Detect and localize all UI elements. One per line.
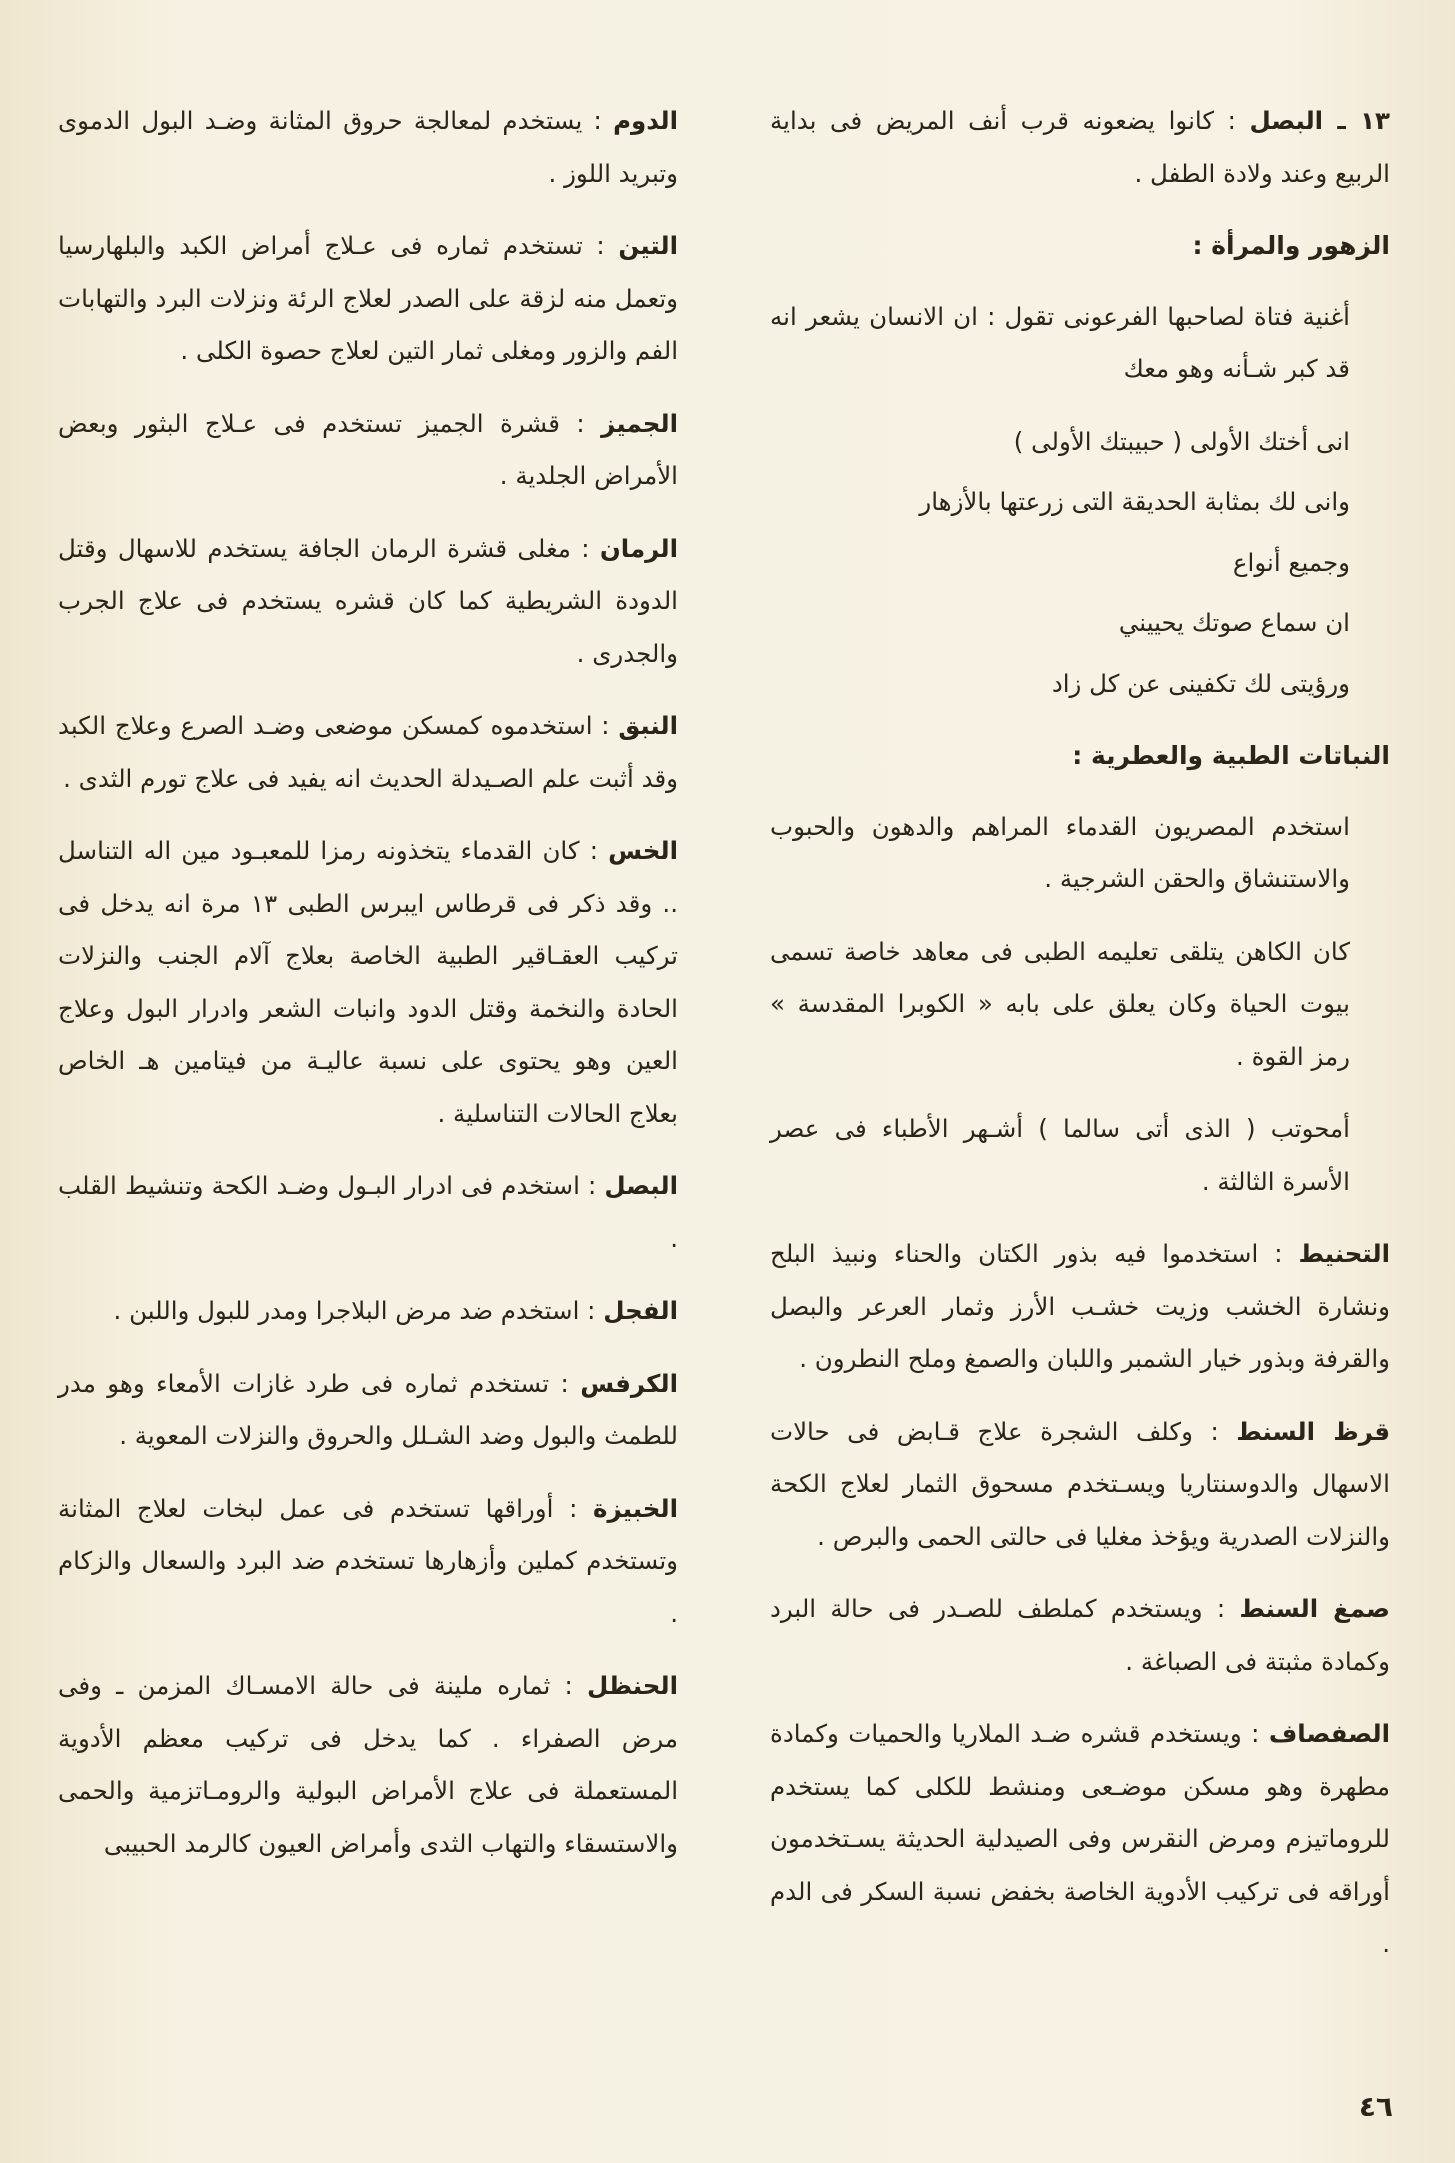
paragraph-pomegranate (58, 523, 678, 681)
page-number: ٤٦ (1358, 2090, 1393, 2123)
term-fig: التين (618, 231, 678, 260)
paragraph-nabk (58, 700, 678, 805)
text-acacia-gum: : ويستخدم كملطف للصـدر فى حالة البرد وكمادة مثبتة فى الصباغة . (770, 1594, 1390, 1676)
text-fig: : تستخدم ثماره فى عـلاج أمراض الكبد والبلهارسيا وتعمل منه لزقة على الصدر لعلاج الرئة ونزلات البرد والتهابات الفم والزور ومغلى ثمار التين لعلاج حصوة الكلى . (58, 231, 678, 365)
paragraph-fig (58, 220, 678, 378)
term-lettuce: الخس (608, 836, 678, 865)
heading-flowers-and-woman: الزهور والمرأة : (1192, 231, 1390, 260)
text-acacia-pods: : وكلف الشجرة علاج قـابض فى حالات الاسهال والدوسنتاريا ويسـتخدم مسحوق الثمار لعلاج الكحة والنزلات الصدرية ويؤخذ مغليا فى حالتى الحمى والبرص . (770, 1416, 1390, 1551)
right-column (770, 95, 1390, 1991)
song-verses (770, 416, 1390, 711)
paragraph-mallow (58, 1483, 678, 1641)
text-nabk: : استخدموه كمسكن موضعى وضـد الصرع وعلاج الكبد وقد أثبت علم الصـيدلة الحديث انه يفيد فى علاج تورم الثدى . (58, 711, 678, 793)
term-onion: البصل (604, 1171, 678, 1200)
text-embalming: : استخدموا فيه بذور الكتان والحناء ونبيذ البلح ونشارة الخشب وزيت خشـب الأرز وثمار العرعر والبصل والقرفة وبذور خيار الشمبر واللبان والصمغ وملح النطرون . (770, 1239, 1390, 1373)
verse-3: وجميع أنواع (1232, 547, 1350, 577)
paragraph-sycamore (58, 398, 678, 503)
term-onion-13: ١٣ ـ البصل (1249, 106, 1390, 135)
term-colocynth: الحنظل (587, 1671, 678, 1700)
term-sycamore: الجميز (601, 408, 678, 438)
term-acacia-pods: قرظ السنط (1236, 1416, 1390, 1446)
song-intro: أغنية فتاة لصاحبها الفرعونى تقول : ان الانسان يشعر انه قد كبر شـأنه وهو معك (770, 301, 1350, 383)
left-column (58, 95, 678, 1890)
verse-5: ورؤيتى لك تكفينى عن كل زاد (1051, 668, 1350, 698)
text-willow: : ويستخدم قشره ضـد الملاريا والحميات وكمادة مطهرة وهو مسكن موضـعى ومنشط للكلى كما يستخدم للروماتيزم ومرض النقرس وفى الصيدلية الحديثة يسـتخدمون أوراقه فى تركيب الأدوية الخاصة بخفض نسبة السكر فى الدم . (770, 1719, 1390, 1958)
text-lettuce: : كان القدماء يتخذونه رمزا للمعبـود مين اله التناسل .. وقد ذكر فى قرطاس ايبرس الطبى ١٣ مرة انه يدخل فى تركيب العقـاقير الطبية الخاصة بعلاج آلام الجنب والنزلات الحادة والنخمة وقتل الدود وانبات الشعر وادرار البول وعلاج العين وهو يحتوى على نسبة عاليـة من فيتامين هـ الخاص بعلاج الحالات التناسلية . (58, 836, 678, 1128)
text-sycamore: : قشرة الجميز تستخدم فى عـلاج البثور وبعض الأمراض الجلدية . (58, 408, 678, 490)
text-onion-13: : كانوا يضعونه قرب أنف المريض فى بداية الربيع وعند ولادة الطفل . (770, 106, 1390, 188)
verse-4: ان سماع صوتك يحييني (1118, 608, 1350, 637)
verse-1: انى أختك الأولى ( حبيبتك الأولى ) (1013, 426, 1350, 456)
paragraph-embalming (770, 1228, 1390, 1386)
text-pomegranate: : مغلى قشرة الرمان الجافة يستخدم للاسهال وقتل الدودة الشريطية كما كان قشره يستخدم فى علاج الجرب والجدرى . (58, 533, 678, 668)
text-celery: : تستخدم ثماره فى طرد غازات الأمعاء وهو مدر للطمث والبول وضد الشـلل والحروق والنزلات المعوية . (58, 1368, 678, 1450)
paragraph-priest-training: كان الكاهن يتلقى تعليمه الطبى فى معاهد خاصة تسمى بيوت الحياة وكان يعلق على بابه « الكوبرا المقدسة » رمز القوة . (770, 936, 1350, 1071)
term-acacia-gum: صمغ السنط (1239, 1594, 1390, 1623)
verse-2: وانى لك بمثابة الحديقة التى زرعتها بالأزهار (919, 487, 1350, 516)
term-doum: الدوم (613, 106, 678, 135)
paragraph-acacia-pods (770, 1406, 1390, 1564)
paragraph-egyptian-remedies: استخدم المصريون القدماء المراهم والدهون والحبوب والاستنشاق والحقن الشرجية . (770, 811, 1350, 893)
paragraph-radish (58, 1285, 678, 1338)
paragraph-acacia-gum (770, 1583, 1390, 1688)
heading-medicinal-plants: النباتات الطبية والعطرية : (1072, 741, 1390, 770)
paragraph-lettuce (58, 825, 678, 1140)
paragraph-colocynth (58, 1660, 678, 1870)
paragraph-doum (58, 95, 678, 200)
text-radish: : استخدم ضد مرض البلاجرا ومدر للبول واللبن . (113, 1296, 596, 1325)
term-mallow: الخبيزة (593, 1493, 678, 1523)
text-onion: : استخدم فى ادرار البـول وضـد الكحة وتنشيط القلب . (58, 1171, 678, 1253)
text-mallow: : أوراقها تستخدم فى عمل لبخات لعلاج المثانة وتستخدم كملين وأزهارها تستخدم ضد البرد والسعال والزكام . (58, 1493, 678, 1628)
paragraph-willow (770, 1708, 1390, 1971)
paragraph-onion (58, 1160, 678, 1265)
text-doum: : يستخدم لمعالجة حروق المثانة وضـد البول الدموى وتبريد اللوز . (58, 106, 678, 188)
term-celery: الكرفس (580, 1368, 678, 1398)
paragraph-celery (58, 1358, 678, 1463)
term-nabk: النبق (618, 711, 678, 740)
term-willow: الصفصاف (1268, 1719, 1390, 1748)
term-embalming: التحنيط (1298, 1239, 1390, 1268)
paragraph-onion-13 (770, 95, 1390, 200)
term-pomegranate: الرمان (599, 533, 678, 563)
term-radish: الفجل (603, 1296, 678, 1325)
paragraph-imhotep: أمحوتب ( الذى أتى سالما ) أشـهر الأطباء فى عصر الأسرة الثالثة . (770, 1114, 1350, 1196)
text-colocynth: : ثماره ملينة فى حالة الامسـاك المزمن ـ وفى مرض الصفراء . كما يدخل فى تركيب معظم الأدوية المستعملة فى علاج الأمراض البولية والرومـاتزمية والحمى والاستسقاء والتهاب الثدى وأمراض العيون كالرمد الحبيبى (58, 1671, 678, 1858)
